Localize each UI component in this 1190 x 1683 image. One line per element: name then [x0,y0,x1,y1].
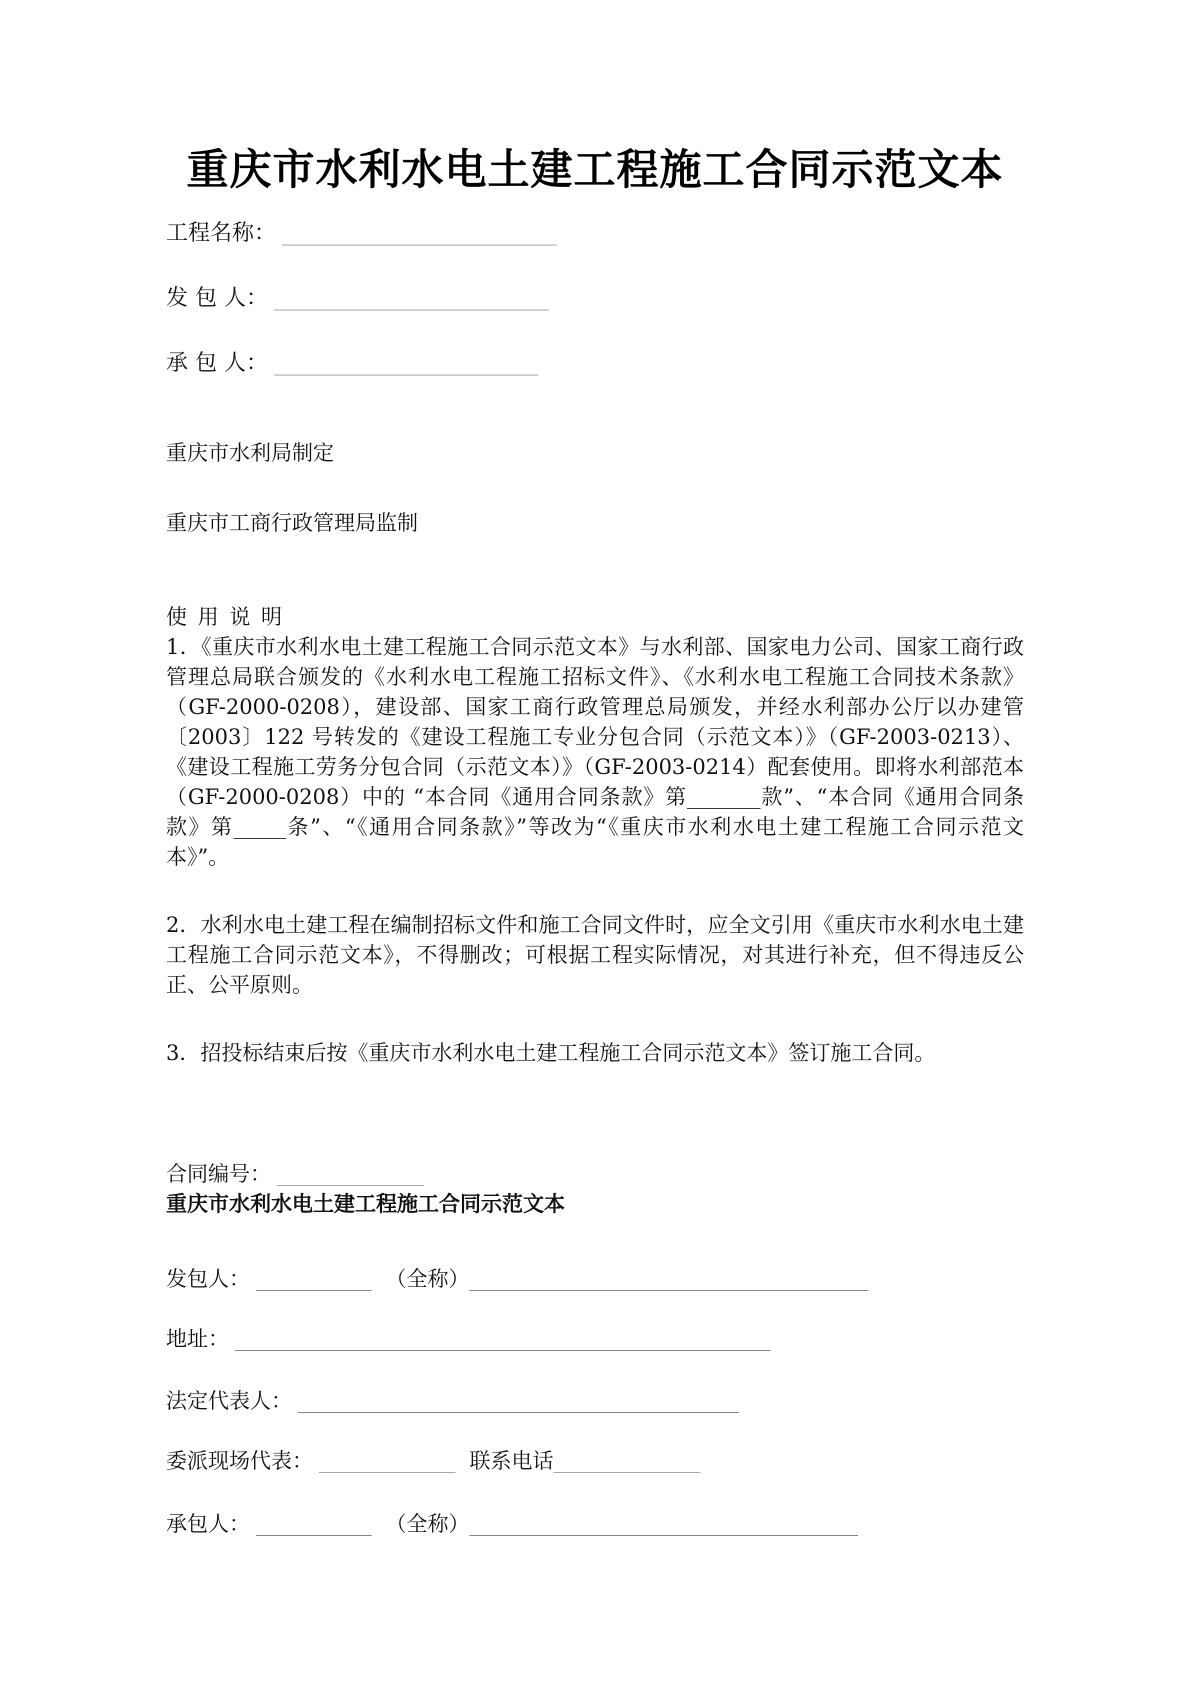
contract-contractor-fullname-blank-line: _____________________________________ [469,1512,858,1536]
contract-employer-label: 发包人： [166,1267,250,1291]
employer-label: 发 包 人： [166,286,268,311]
instruction-item-1: 1．《重庆市水利水电土建工程施工合同示范文本》与水利部、国家电力公司、国家工商行政管理总局联合颁发的《水利水电工程施工招标文件》、《水利水电工程施工合同技术条款》（GF-2000-0208），建设部、国家工商行政管理总局颁发，并经水利部办公厅以办建管〔2003〕122 号转发的《建设工程施工专业分包合同（示范文本）》（GF-2003-0213）、《建设工程施工劳务分包合同（示范文本）》（GF-2003-0214）配套使用。即将水利部范本（GF-2000-0208）中的 “本合同《通用合同条款》第_______款”、“本合同《通用合同条款》第_____条”、“《通用合同条款》”等改为“《重庆市水利水电土建工程施工合同示范文本》”。 [166,635,1024,869]
contract-employer-fullname-blank-line: ______________________________________ [469,1267,869,1291]
instruction-item-2: 2．水利水电土建工程在编制招标文件和施工合同文件时，应全文引用《重庆市水利水电土建工程施工合同示范文本》，不得删改；可根据工程实际情况，对其进行补充，但不得违反公正、公平原则。 [166,913,1024,997]
contract-field-contractor [166,1509,1024,1539]
supervisor-line: 重庆市工商行政管理局监制 [166,511,418,535]
contract-phone-label: 联系电话 [469,1449,554,1473]
instructions-heading: 使 用 说 明 [166,605,285,629]
contract-field-address [166,1324,1024,1354]
contract-number-blank-line: ______________ [277,1162,424,1186]
contract-contractor-fullname-label: （全称） [385,1512,470,1536]
contract-field-legal-rep [166,1386,1024,1416]
contract-employer-blank-line: ___________ [256,1267,372,1291]
document-content [166,0,1024,1539]
contract-legal-rep-label: 法定代表人： [166,1389,292,1413]
contract-site-rep-label: 委派现场代表： [166,1449,313,1473]
contract-field-employer [166,1264,1024,1294]
cover-field-contractor [166,350,1024,378]
employer-blank-line: _________________________ [274,286,549,311]
contract-contractor-label: 承包人： [166,1512,250,1536]
project-name-label: 工程名称： [166,221,277,246]
contract-contractor-blank-line: ___________ [256,1512,372,1536]
contract-legal-rep-blank-line: __________________________________________ [298,1389,739,1413]
contract-subtitle: 重庆市水利水电土建工程施工合同示范文本 [166,1191,565,1216]
document-title: 重庆市水利水电土建工程施工合同示范文本 [186,145,1004,194]
contractor-blank-line: ________________________ [274,351,538,376]
usage-instructions [166,602,1024,1068]
contractor-label: 承 包 人： [166,351,268,376]
cover-field-employer [166,285,1024,313]
instruction-item-3: 3．招投标结束后按《重庆市水利水电土建工程施工合同示范文本》签订施工合同。 [166,1041,936,1065]
contract-field-site-rep [166,1446,1024,1476]
contract-employer-fullname-label: （全称） [385,1267,470,1291]
contract-address-label: 地址： [166,1327,229,1351]
cover-field-project-name [166,220,1024,248]
contract-number-row [166,1159,1024,1189]
contract-address-blank-line: ___________________________________________________ [235,1327,771,1351]
issuer-line: 重庆市水利局制定 [166,441,334,465]
contract-site-rep-blank-line: _____________ [319,1449,456,1473]
contract-number-label: 合同编号： [166,1162,271,1186]
contract-phone-blank-line: ______________ [553,1449,701,1473]
project-name-blank-line: _________________________ [282,221,558,246]
